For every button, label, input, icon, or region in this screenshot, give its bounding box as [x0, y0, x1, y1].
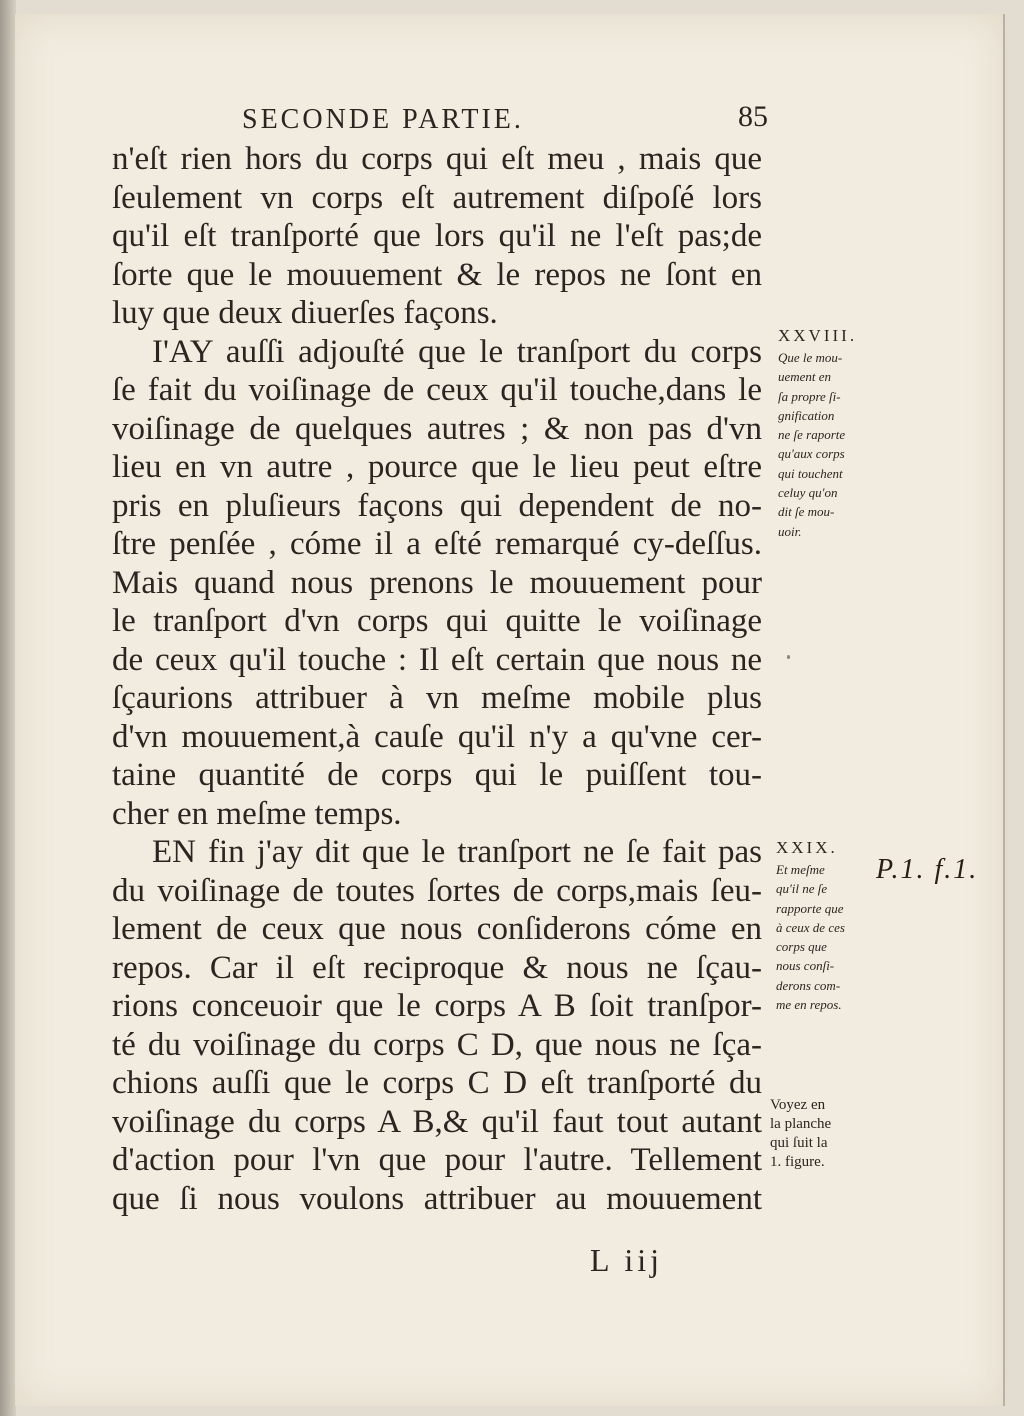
margin-note-line: à ceux de ces — [776, 919, 845, 935]
margin-note-number: XXIX. — [776, 838, 838, 857]
text-line: luy que deux diuerſes façons. — [112, 295, 498, 331]
text-line: taine quantité de corps qui le puiſſent tou- — [112, 757, 762, 793]
margin-note-number: XXVIII. — [778, 326, 858, 345]
text-line: voiſinage du corps A B,& qu'il faut tout autant — [112, 1103, 762, 1140]
text-line: du voiſinage de toutes ſortes de corps,mais ſeu- — [112, 872, 762, 909]
margin-note-line: nous conſi- — [776, 958, 835, 974]
text-line: d'vn mouuement,à cauſe qu'il n'y a qu'vne cer- — [112, 718, 762, 755]
margin-note-line: qui ſuit la — [770, 1135, 828, 1151]
text-line: ſçaurions attribuer à vn meſme mobile plus — [112, 680, 762, 716]
margin-note-line: Voyez en — [770, 1097, 826, 1113]
margin-note-line: Que le mou- — [778, 350, 843, 365]
text-line: chions auſſi que le corps C D eſt tranſporté du — [112, 1065, 762, 1101]
margin-note-line: rapporte que — [776, 900, 844, 916]
margin-note-line: me en repos. — [776, 997, 842, 1013]
text-line: lement de ceux que nous conſiderons cóme en — [112, 911, 762, 947]
text-line: ſe fait du voiſinage de ceux qu'il touche,dans le — [112, 372, 762, 408]
text-line: d'action pour l'vn que pour l'autre. Tellement — [112, 1142, 762, 1178]
margin-note-line: la planche — [770, 1116, 832, 1132]
text-line: cher en meſme temps. — [112, 795, 402, 832]
paper-blemish — [787, 655, 790, 659]
margin-note-line: Et meſme — [776, 862, 825, 877]
text-line: rions conceuoir que le corps A B ſoit tranſpor- — [112, 988, 762, 1024]
text-line: voiſinage de quelques autres ; & non pas d'vn — [112, 410, 762, 447]
margin-note-line: uoir. — [778, 523, 802, 539]
margin-note-line: uement en — [778, 369, 832, 385]
text-line: n'eſt rien hors du corps qui eſt meu , mais que — [112, 141, 762, 177]
margin-note-line: ſa propre ſi- — [778, 388, 841, 404]
text-line: ſorte que le mouuement & le repos ne ſont en — [112, 256, 762, 293]
text-line: Mais quand nous prenons le mouuement pour — [112, 564, 762, 601]
running-header-title: SECONDE PARTIE. — [242, 104, 524, 135]
text-line: repos. Car il eſt reciproque & nous ne ſçau- — [112, 949, 762, 986]
margin-note-xxviii — [778, 326, 878, 541]
signature-mark: L iij — [590, 1242, 664, 1278]
margin-note-line: qu'il ne ſe — [776, 881, 828, 897]
text-line: le tranſport d'vn corps qui quitte le voiſinage — [112, 603, 762, 639]
text-line: pris en pluſieurs façons qui dependent de no- — [112, 487, 762, 524]
text-line: qu'il eſt tranſporté que lors qu'il ne l'eſt pas;de — [112, 218, 762, 254]
paragraph-start-line: I'AY auſſi adjouſté que le tranſport du corps — [152, 333, 762, 370]
margin-note-line: ne ſe raporte — [778, 427, 846, 443]
page-number: 85 — [738, 100, 768, 133]
paragraph-start-line: EN fin j'ay dit que le tranſport ne ſe fait pas — [152, 834, 762, 870]
margin-note-line: qui touchent — [778, 465, 843, 481]
text-line: ſtre penſée , cóme il a eſté remarqué cy-deſſus. — [112, 526, 762, 562]
margin-note-line: 1. figure. — [770, 1154, 825, 1170]
margin-note-line: dit ſe mou- — [778, 504, 835, 520]
margin-note-plate-reference — [770, 1096, 870, 1172]
text-line: té du voiſinage du corps C D, que nous ne ſça- — [112, 1026, 762, 1063]
margin-note-line: celuy qu'on — [778, 485, 838, 501]
margin-note-xxix — [776, 838, 876, 1014]
text-line: que ſi nous voulons attribuer au mouuement — [112, 1180, 762, 1217]
margin-note-line: corps que — [776, 939, 827, 955]
margin-note-line: derons com- — [776, 977, 841, 993]
text-line: lieu en vn autre , pource que le lieu peut eſtre — [112, 449, 762, 485]
margin-note-line: qu'aux corps — [778, 446, 845, 462]
main-text-block — [112, 140, 762, 1218]
handwritten-annotation: P.1. f.1. — [876, 854, 979, 885]
text-line: de ceux qu'il touche : Il eſt certain que nous ne — [112, 641, 762, 678]
margin-note-line: gnification — [778, 407, 835, 423]
text-line: ſeulement vn corps eſt autrement diſpoſé lors — [112, 179, 762, 216]
